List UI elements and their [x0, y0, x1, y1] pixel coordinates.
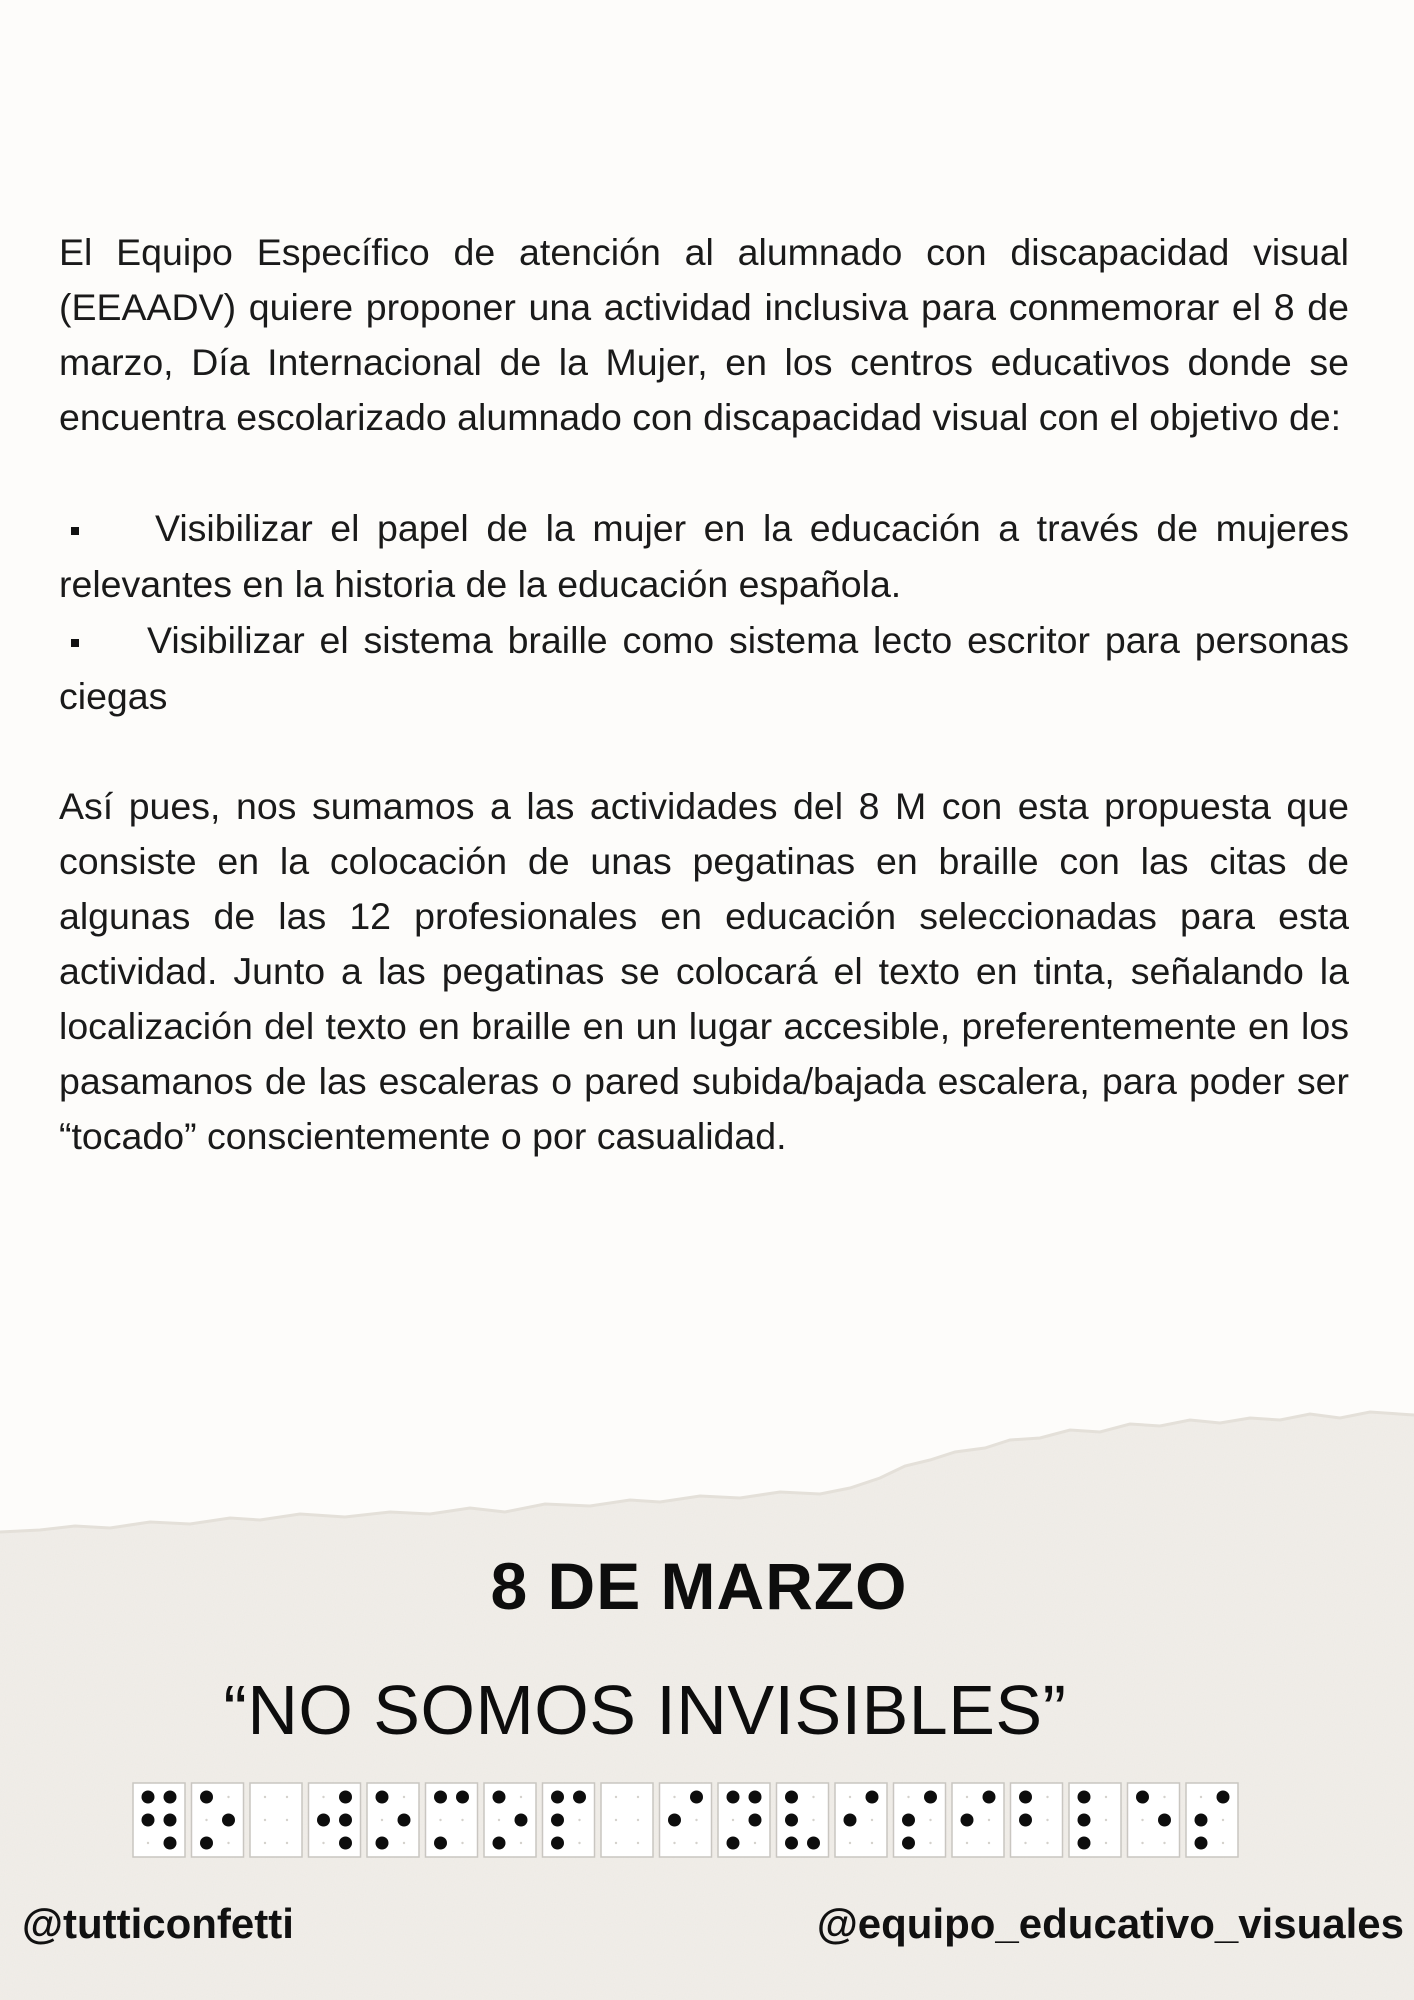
braille-dot-empty [578, 1819, 580, 1821]
braille-dot [844, 1814, 857, 1827]
braille-dot-empty [403, 1796, 405, 1798]
braille-dot [142, 1791, 155, 1804]
braille-cell [192, 1783, 244, 1857]
braille-dot [1078, 1814, 1091, 1827]
braille-dot [339, 1814, 352, 1827]
braille-dot-empty [1105, 1796, 1107, 1798]
braille-dot-empty [732, 1819, 734, 1821]
braille-dot [983, 1791, 996, 1804]
braille-dot [398, 1814, 411, 1827]
braille-dot [339, 1837, 352, 1850]
intro-paragraph: El Equipo Específico de atención al alumnado con discapacidad visual (EEAADV) quiere proponer una actividad inclusiva para conmemorar el 8 de marzo, Día Internacional de la Mujer, en los centros educativos donde se encuentra escolarizado alumnado con discapacidad visual con el objetivo de: [59, 231, 1349, 438]
braille-dot [164, 1814, 177, 1827]
braille-dot-empty [907, 1796, 909, 1798]
braille-dot [164, 1837, 177, 1850]
braille-dot [434, 1791, 447, 1804]
braille-cell [718, 1783, 770, 1857]
braille-cell [660, 1783, 712, 1857]
braille-dot-empty [1046, 1842, 1048, 1844]
braille-dot [727, 1837, 740, 1850]
braille-dot-empty [754, 1842, 756, 1844]
braille-dot [1078, 1791, 1091, 1804]
braille-dot [1136, 1791, 1149, 1804]
braille-dot [749, 1791, 762, 1804]
braille-cell [543, 1783, 595, 1857]
braille-dot-empty [286, 1842, 288, 1844]
braille-dot-empty [227, 1842, 229, 1844]
braille-dot-empty [673, 1842, 675, 1844]
braille-dot [317, 1814, 330, 1827]
braille-dot-empty [520, 1796, 522, 1798]
braille-dot-empty [929, 1842, 931, 1844]
braille-dot [200, 1791, 213, 1804]
braille-dot [493, 1791, 506, 1804]
braille-cell [426, 1783, 478, 1857]
braille-dot-empty [322, 1796, 324, 1798]
bullet-icon [59, 500, 155, 556]
braille-dot [1019, 1814, 1032, 1827]
braille-cell [835, 1783, 887, 1857]
braille-dot [1217, 1791, 1230, 1804]
braille-dot [668, 1814, 681, 1827]
braille-dot-empty [1046, 1796, 1048, 1798]
braille-cell [1011, 1783, 1063, 1857]
braille-dot-empty [147, 1842, 149, 1844]
braille-dot [785, 1837, 798, 1850]
braille-dot-empty [1046, 1819, 1048, 1821]
braille-dot-empty [1163, 1842, 1165, 1844]
objectives-list [59, 500, 1349, 724]
handle-tutticonfetti: @tutticonfetti [22, 1900, 294, 1947]
braille-dot-empty [966, 1796, 968, 1798]
braille-cell [367, 1783, 419, 1857]
braille-dot-empty [812, 1796, 814, 1798]
braille-dot-empty [264, 1819, 266, 1821]
braille-cell [777, 1783, 829, 1857]
braille-dot [376, 1791, 389, 1804]
braille-dot-empty [205, 1819, 207, 1821]
event-subtitle: “NO SOMOS INVISIBLES” [223, 1671, 1067, 1749]
braille-cell [250, 1783, 302, 1857]
objective-text: Visibilizar el papel de la mujer en la educación a través de mujeres relevantes en la historia de la educación española. [59, 507, 1349, 605]
braille-dot-empty [871, 1842, 873, 1844]
braille-cell [952, 1783, 1004, 1857]
objective-text: Visibilizar el sistema braille como sistema lecto escritor para personas ciegas [59, 619, 1349, 717]
braille-translation [132, 1782, 1242, 1858]
braille-dot [456, 1791, 469, 1804]
braille-dot-empty [812, 1819, 814, 1821]
braille-dot-empty [1141, 1842, 1143, 1844]
braille-dot-empty [520, 1842, 522, 1844]
braille-dot-empty [673, 1796, 675, 1798]
braille-dot-empty [615, 1819, 617, 1821]
braille-dot-empty [966, 1842, 968, 1844]
braille-dot [551, 1791, 564, 1804]
event-title: 8 DE MARZO [490, 1549, 908, 1623]
braille-dot-empty [988, 1819, 990, 1821]
braille-dot-empty [988, 1842, 990, 1844]
braille-dot-empty [286, 1819, 288, 1821]
braille-dot-empty [615, 1796, 617, 1798]
braille-dot [1195, 1814, 1208, 1827]
braille-dot [690, 1791, 703, 1804]
braille-cell [1069, 1783, 1121, 1857]
braille-cell [309, 1783, 361, 1857]
braille-dot [785, 1814, 798, 1827]
braille-dot-empty [403, 1842, 405, 1844]
braille-dot-empty [637, 1842, 639, 1844]
braille-dot [961, 1814, 974, 1827]
braille-dot [339, 1791, 352, 1804]
braille-dot [727, 1791, 740, 1804]
braille-dot [785, 1791, 798, 1804]
braille-dot-empty [1105, 1819, 1107, 1821]
braille-dot-empty [578, 1842, 580, 1844]
braille-dot [222, 1814, 235, 1827]
braille-dot [376, 1837, 389, 1850]
braille-dot [1195, 1837, 1208, 1850]
braille-dot [515, 1814, 528, 1827]
braille-dot-empty [695, 1819, 697, 1821]
braille-dot-empty [498, 1819, 500, 1821]
braille-dot-empty [1200, 1796, 1202, 1798]
braille-dot [434, 1837, 447, 1850]
braille-dot-empty [1024, 1842, 1026, 1844]
braille-dot-empty [286, 1796, 288, 1798]
braille-cell [133, 1783, 185, 1857]
braille-dot-empty [322, 1842, 324, 1844]
braille-dot [902, 1837, 915, 1850]
braille-dot [1158, 1814, 1171, 1827]
braille-dot-empty [1222, 1819, 1224, 1821]
braille-dot-empty [695, 1842, 697, 1844]
braille-dot [1019, 1791, 1032, 1804]
braille-dot [551, 1837, 564, 1850]
bullet-icon [59, 612, 147, 668]
braille-dot-empty [849, 1842, 851, 1844]
braille-dot-empty [264, 1842, 266, 1844]
braille-dot [573, 1791, 586, 1804]
braille-dot-empty [461, 1842, 463, 1844]
braille-dot-empty [1105, 1842, 1107, 1844]
braille-dot-empty [381, 1819, 383, 1821]
braille-dot-empty [1222, 1842, 1224, 1844]
objective-item [59, 612, 1349, 724]
braille-dot-empty [439, 1819, 441, 1821]
braille-dot [551, 1814, 564, 1827]
objective-item [59, 500, 1349, 612]
body-text [59, 225, 1349, 1164]
braille-cell [601, 1783, 653, 1857]
braille-dot-empty [461, 1819, 463, 1821]
braille-cell [484, 1783, 536, 1857]
braille-cell [1128, 1783, 1180, 1857]
braille-dot-empty [871, 1819, 873, 1821]
braille-dot-empty [637, 1819, 639, 1821]
proposal-paragraph: Así pues, nos sumamos a las actividades del 8 M con esta propuesta que consiste en la colocación de unas pegatinas en braille con las citas de algunas de las 12 profesionales en educación seleccionadas para esta actividad. Junto a las pegatinas se colocará el texto en tinta, señalando la localización del texto en braille en un lugar accesible, preferentemente en los pasamanos de las escaleras o pared subida/bajada escalera, para poder ser “tocado” conscientemente o por casualidad. [59, 785, 1349, 1157]
braille-dot [807, 1837, 820, 1850]
braille-dot [902, 1814, 915, 1827]
braille-dot [493, 1837, 506, 1850]
braille-dot [164, 1791, 177, 1804]
braille-dot [1078, 1837, 1091, 1850]
braille-dot-empty [227, 1796, 229, 1798]
braille-dot-empty [1141, 1819, 1143, 1821]
braille-dot-empty [1163, 1796, 1165, 1798]
braille-dot [142, 1814, 155, 1827]
braille-dot-empty [615, 1842, 617, 1844]
braille-dot-empty [929, 1819, 931, 1821]
braille-dot-empty [849, 1796, 851, 1798]
braille-dot [749, 1814, 762, 1827]
braille-cell [1186, 1783, 1238, 1857]
braille-cell [894, 1783, 946, 1857]
braille-dot-empty [637, 1796, 639, 1798]
braille-dot [200, 1837, 213, 1850]
braille-dot-empty [264, 1796, 266, 1798]
braille-dot [866, 1791, 879, 1804]
handle-equipo-educativo: @equipo_educativo_visuales [816, 1900, 1404, 1947]
braille-dot [924, 1791, 937, 1804]
